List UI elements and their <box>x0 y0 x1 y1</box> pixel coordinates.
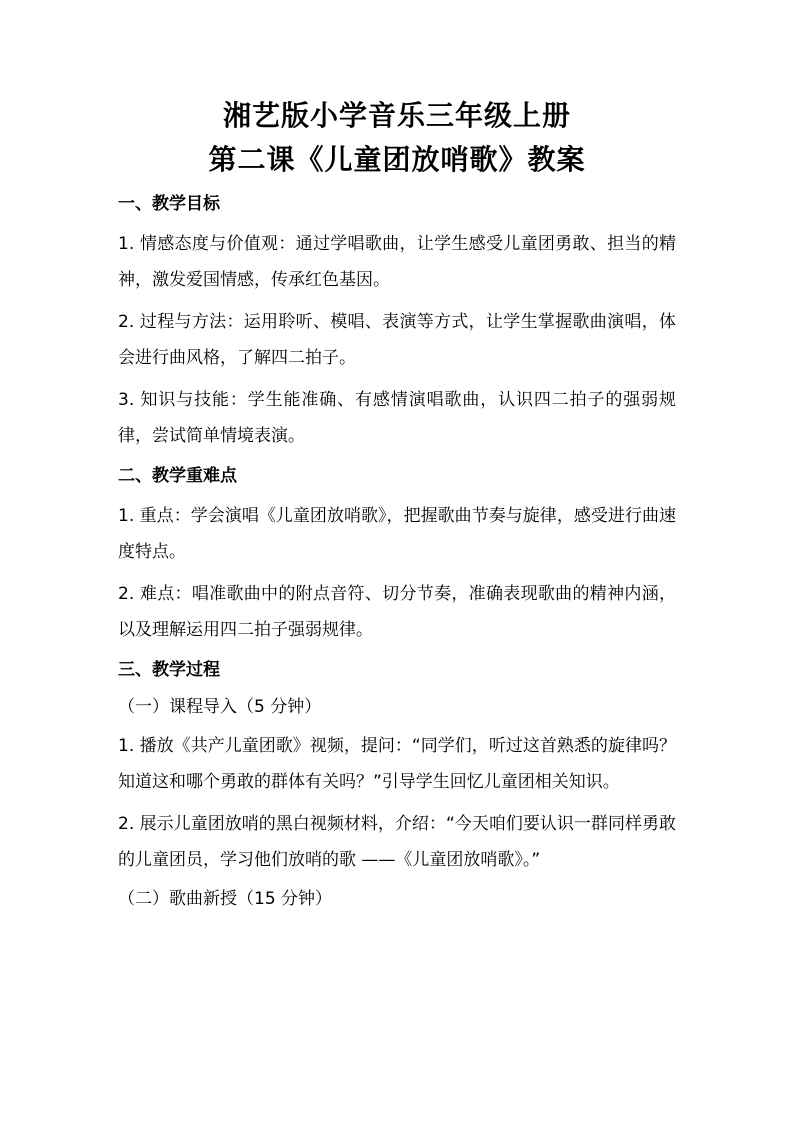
section-heading: 一、教学目标 <box>118 194 220 214</box>
sub-heading: （二）歌曲新授（15 分钟） <box>118 889 333 909</box>
paragraph: 2. 展示儿童团放哨的黑白视频材料，介绍：“今天咱们要认识一群同样勇敢的儿童团员，学习他们放哨的歌 ——《儿童团放哨歌》。” <box>118 814 676 870</box>
paragraph: 1. 重点：学会演唱《儿童团放哨歌》，把握歌曲节奏与旋律，感受进行曲速度特点。 <box>118 506 676 562</box>
section-key-difficult-points <box>118 462 676 648</box>
paragraph: 2. 过程与方法：运用聆听、模唱、表演等方式，让学生掌握歌曲演唱，体会进行曲风格，了解四二拍子。 <box>118 312 676 368</box>
section-heading: 二、教学重难点 <box>118 466 237 486</box>
section-teaching-process <box>118 656 676 914</box>
paragraph: 2. 难点：唱准歌曲中的附点音符、切分节奏，准确表现歌曲的精神内涵，以及理解运用四二拍子强弱规律。 <box>118 584 676 640</box>
paragraph: 3. 知识与技能：学生能准确、有感情演唱歌曲，认识四二拍子的强弱规律，尝试简单情境表演。 <box>118 390 676 446</box>
paragraph: 1. 情感态度与价值观：通过学唱歌曲，让学生感受儿童团勇敢、担当的精神，激发爱国情感，传承红色基因。 <box>118 234 676 290</box>
document-title-line1: 湘艺版小学音乐三年级上册 <box>222 99 571 132</box>
paragraph: 1. 播放《共产儿童团歌》视频，提问：“同学们，听过这首熟悉的旋律吗？知道这和哪个勇敢的群体有关吗？”引导学生回忆儿童团相关知识。 <box>118 736 676 792</box>
document-title-line2: 第二课《儿童团放哨歌》教案 <box>208 143 586 176</box>
section-teaching-objectives <box>118 190 676 454</box>
section-heading: 三、教学过程 <box>118 660 220 680</box>
sub-heading: （一）课程导入（5 分钟） <box>118 697 322 717</box>
